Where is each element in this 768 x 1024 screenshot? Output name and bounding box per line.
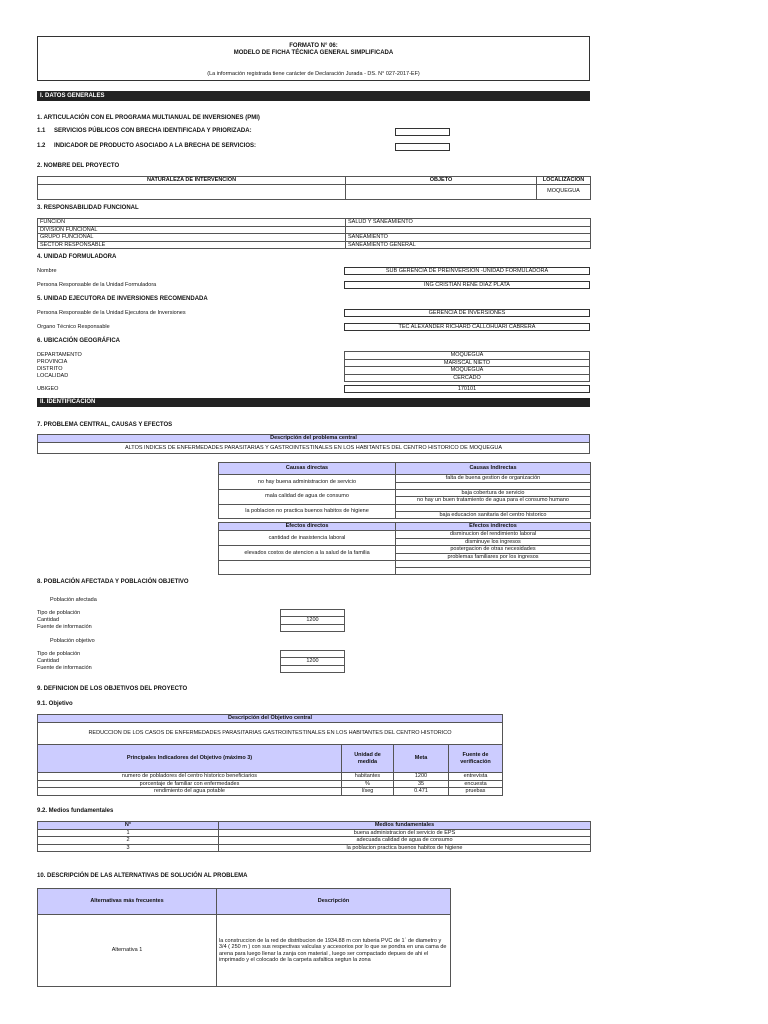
uf-nombre-label: Nombre — [37, 268, 57, 274]
efectos-indirectos-header: Efectos indirectos — [396, 523, 591, 531]
causa-indirecta: baja cobertura de servicio — [396, 489, 591, 497]
problema-desc-header: Descripción del problema central — [38, 435, 590, 443]
ubic-loc-value: CERCADO — [345, 374, 590, 382]
afectada-tipo-label: Tipo de población — [37, 610, 81, 616]
section-datos-generales: I. DATOS GENERALES — [37, 91, 590, 101]
indicador-fuente: pruebas — [449, 788, 503, 796]
objetivo-tipo-label: Tipo de población — [37, 651, 81, 657]
medios-table — [37, 821, 591, 852]
indicador-meta: 0.471 — [394, 788, 449, 796]
problema-title: 7. PROBLEMA CENTRAL, CAUSAS Y EFECTOS — [37, 422, 173, 428]
objetivo-cant-value: 1200 — [281, 658, 345, 666]
indicador-name: porcentaje de familiar con enfermedades — [38, 780, 342, 788]
efecto-indirecto: postergacion de otras necesidades — [396, 546, 591, 554]
section-identificacion: II. IDENTIFICACION — [37, 398, 590, 407]
alternativas-table — [37, 888, 451, 987]
medio-text: adecuada calidad de agua de consumo — [219, 837, 591, 845]
nombre-objeto-cell — [346, 184, 537, 199]
uf-resp-label: Persona Responsable de la Unidad Formuladora — [37, 282, 157, 288]
efecto-directo: elevados costos de atencion a la salud de la familia — [219, 546, 396, 561]
uf-title: 4. UNIDAD FORMULADORA — [37, 254, 117, 260]
efecto-indirecto: disminucion del rendimiento laboral — [396, 531, 591, 539]
problema-desc-table — [37, 434, 590, 454]
indicador-unidad: habitantes — [342, 773, 394, 781]
ubic-table — [344, 351, 590, 382]
objetivo-tipo-value — [281, 651, 345, 658]
afectada-fuente-label: Fuente de información — [37, 624, 92, 630]
medios-header: Medios fundamentales — [219, 822, 591, 830]
unidad-medida-header: Unidad de medida — [342, 745, 394, 773]
ubic-dist-label: DISTRITO — [37, 366, 63, 372]
efecto-directo-empty — [219, 561, 396, 575]
uei-title: 5. UNIDAD EJECUTORA DE INVERSIONES RECOMENDADA — [37, 296, 208, 302]
resp-key: DIVISION FUNCIONAL — [38, 226, 346, 234]
resp-value — [346, 226, 591, 234]
indicador-fuente: encuesta — [449, 780, 503, 788]
objetivo-central-header: Descripción del Objetivo central — [38, 715, 503, 723]
resp-table — [37, 218, 591, 249]
uei-org-value: TEC ALEXANDER RICHARD CALLOHUARI CABRERA — [344, 323, 590, 331]
medios-n-header: N° — [38, 822, 219, 830]
pmi-item1-num: 1.1 — [37, 128, 46, 134]
ubic-dep-value: MOQUEGUA — [345, 352, 590, 360]
efectos-directos-header: Efectos directos — [219, 523, 396, 531]
causas-directas-header: Causas directas — [219, 463, 396, 475]
resp-value: SANEAMIENTO — [346, 234, 591, 242]
ubic-dist-value: MOQUEGUA — [345, 367, 590, 375]
objetivo-subtitle: 9.1. Objetivo — [37, 701, 73, 707]
pmi-item2-label: INDICADOR DE PRODUCTO ASOCIADO A LA BRECHA DE SERVICIOS: — [54, 143, 257, 149]
meta-header: Meta — [394, 745, 449, 773]
afectada-table — [280, 609, 345, 632]
resp-title: 3. RESPONSABILIDAD FUNCIONAL — [37, 205, 139, 211]
uei-resp-label: Persona Responsable de la Unidad Ejecutora de Inversiones — [37, 310, 186, 316]
page-title: MODELO DE FICHA TÉCNICA GENERAL SIMPLIFICADA — [233, 50, 394, 56]
indicadores-header: Principales Indicadores del Objetivo (máximo 3) — [38, 745, 342, 773]
efecto-indirecto: problemas familiares por los ingresos — [396, 553, 591, 561]
indicador-unidad: l/seg — [342, 788, 394, 796]
pmi-title: 1. ARTICULACIÓN CON EL PROGRAMA MULTIANUAL DE INVERSIONES (PMI) — [37, 115, 260, 121]
efecto-indirecto-empty — [396, 568, 591, 575]
uei-org-label: Organo Técnico Responsable — [37, 324, 110, 330]
efecto-indirecto-empty — [396, 561, 591, 568]
causa-directa: la poblacion no practica buenos habitos de higiene — [219, 504, 396, 519]
objetivo-fuente-label: Fuente de información — [37, 665, 92, 671]
uei-resp-value: GERENCIA DE INVERSIONES — [344, 309, 590, 317]
afectada-cant-value: 1200 — [281, 617, 345, 625]
objetivo-central-table — [37, 714, 503, 796]
efectos-table — [218, 522, 591, 575]
poblacion-objetivo-label: Población objetivo — [50, 638, 95, 644]
pmi-item1-label: SERVICIOS PÚBLICOS CON BRECHA IDENTIFICADA Y PRIORIZADA: — [54, 128, 252, 134]
resp-value: SANEAMIENTO GENERAL — [346, 241, 591, 249]
afectada-fuente-value — [281, 624, 345, 631]
causa-indirecta: no hay un buen tratamiento de agua para el consumo humano — [396, 497, 591, 505]
indicador-fuente: entrevista — [449, 773, 503, 781]
alternativa-1-desc: la construccion de la red de distribucion de 1934.88 m con tuberia PVC de 1´ de diametro y 3/4 ( 250 m ) con sus respectivas valculas y accesorios por lo que se pondra en una cama de arena para luego llenar la zanja con material , luego ser compactado depues de ahi el imprimado y el colocado de la carpeta asfaltica segtun la zona — [217, 915, 451, 987]
resp-value: SALUD Y SANEAMIENTO — [346, 219, 591, 227]
nombre-table — [37, 176, 591, 200]
objetivos-title: 9. DEFINICION DE LOS OBJETIVOS DEL PROYECTO — [37, 686, 188, 692]
nombre-title: 2. NOMBRE DEL PROYECTO — [37, 163, 120, 169]
efecto-indirecto: disminuye los ingresos — [396, 538, 591, 546]
alternativas-title: 10. DESCRIPCIÓN DE LAS ALTERNATIVAS DE SOLUCIÓN AL PROBLEMA — [37, 873, 248, 879]
pmi-item2-num: 1.2 — [37, 143, 46, 149]
ubic-ubigeo-value: 170101 — [344, 385, 590, 393]
objetivo-central-value: REDUCCION DE LOS CASOS DE ENFERMEDADES PARASITARIAS GASTROINTESTINALES EN LOS HABITANTES DEL CENTRO HISTORICO — [38, 723, 503, 745]
objetivo-fuente-value — [281, 665, 345, 672]
indicador-meta: 35 — [394, 780, 449, 788]
fuente-verificacion-header: Fuente de verificación — [449, 745, 503, 773]
medio-text: buena administracion del servicio de EPS — [219, 829, 591, 837]
ubic-dep-label: DEPARTAMENTO — [37, 352, 82, 358]
nombre-col-localizacion: LOCALIZACION — [537, 177, 591, 185]
indicador-unidad: % — [342, 780, 394, 788]
resp-key: SECTOR RESPONSABLE — [38, 241, 346, 249]
problema-desc-value: ALTOS INDICES DE ENFERMEDADES PARASITARIAS Y GASTROINTESTINALES EN LOS HABITANTES DEL CENTRO HISTORICO DE MOQUEGUA — [38, 443, 590, 454]
alternativas-desc-header: Descripción — [217, 889, 451, 915]
medio-number: 2 — [38, 837, 219, 845]
resp-key: GRUPO FUNCIONAL — [38, 234, 346, 242]
resp-key: FUNCION — [38, 219, 346, 227]
indicador-name: numero de pobladores del centro historico beneficiarios — [38, 773, 342, 781]
causas-table — [218, 462, 591, 519]
poblacion-afectada-label: Población afectada — [50, 597, 97, 603]
poblacion-title: 8. POBLACIÓN AFECTADA Y POBLACIÓN OBJETIVO — [37, 579, 189, 585]
nombre-naturaleza-cell — [38, 184, 346, 199]
causa-indirecta-empty — [396, 504, 591, 511]
efecto-directo: cantidad de inasistencia laboral — [219, 531, 396, 546]
causa-indirecta: baja educacion sanitaria del centro historico — [396, 511, 591, 519]
medio-number: 3 — [38, 844, 219, 852]
alternativas-header: Alternativas más frecuentes — [38, 889, 217, 915]
ubic-loc-label: LOCALIDAD — [37, 373, 69, 379]
ubic-ubigeo-label: UBIGEO — [37, 386, 59, 392]
nombre-localizacion-cell: MOQUEGUA — [537, 184, 591, 199]
nombre-col-objeto: OBJETO — [346, 177, 537, 185]
uf-nombre-value: SUB GERENCIA DE PREINVERSION -UNIDAD FORMULADORA — [344, 267, 590, 275]
ubic-prov-label: PROVINCIA — [37, 359, 68, 365]
indicador-name: rendimiento del agua potable — [38, 788, 342, 796]
objetivo-cant-label: Cantidad — [37, 658, 60, 664]
objetivo-table — [280, 650, 345, 673]
causas-indirectas-header: Causas Indirectas — [396, 463, 591, 475]
causa-directa: mala calidad de agua de consumo — [219, 489, 396, 504]
medio-text: la poblacion practica buenos habitos de higiene — [219, 844, 591, 852]
afectada-tipo-value — [281, 610, 345, 617]
medios-subtitle: 9.2. Medios fundamentales — [37, 808, 114, 814]
causa-indirecta-empty — [396, 482, 591, 489]
causa-directa: no hay buena administracion de servicio — [219, 475, 396, 490]
nombre-col-naturaleza: NATURALEZA DE INTERVENCION — [38, 177, 346, 185]
uf-resp-value: ING CRISTIAN RENE DIAZ PLATA — [344, 281, 590, 289]
ubic-title: 6. UBICACIÓN GEOGRÁFICA — [37, 338, 121, 344]
declaration-note: (La información registrada tiene carácter de Declaración Jurada - DS. N° 027-2017-EF) — [207, 71, 420, 77]
pmi-item1-field[interactable] — [395, 128, 450, 136]
pmi-item2-field[interactable] — [395, 143, 450, 151]
afectada-cant-label: Cantidad — [37, 617, 60, 623]
causa-indirecta: falta de buena gestion de organización — [396, 475, 591, 483]
formato-number: FORMATO N° 06: — [289, 43, 338, 49]
alternativa-1-label: Alternativa 1 — [38, 915, 217, 987]
ubic-prov-value: MARISCAL NIETO — [345, 359, 590, 367]
medio-number: 1 — [38, 829, 219, 837]
indicador-meta: 1200 — [394, 773, 449, 781]
